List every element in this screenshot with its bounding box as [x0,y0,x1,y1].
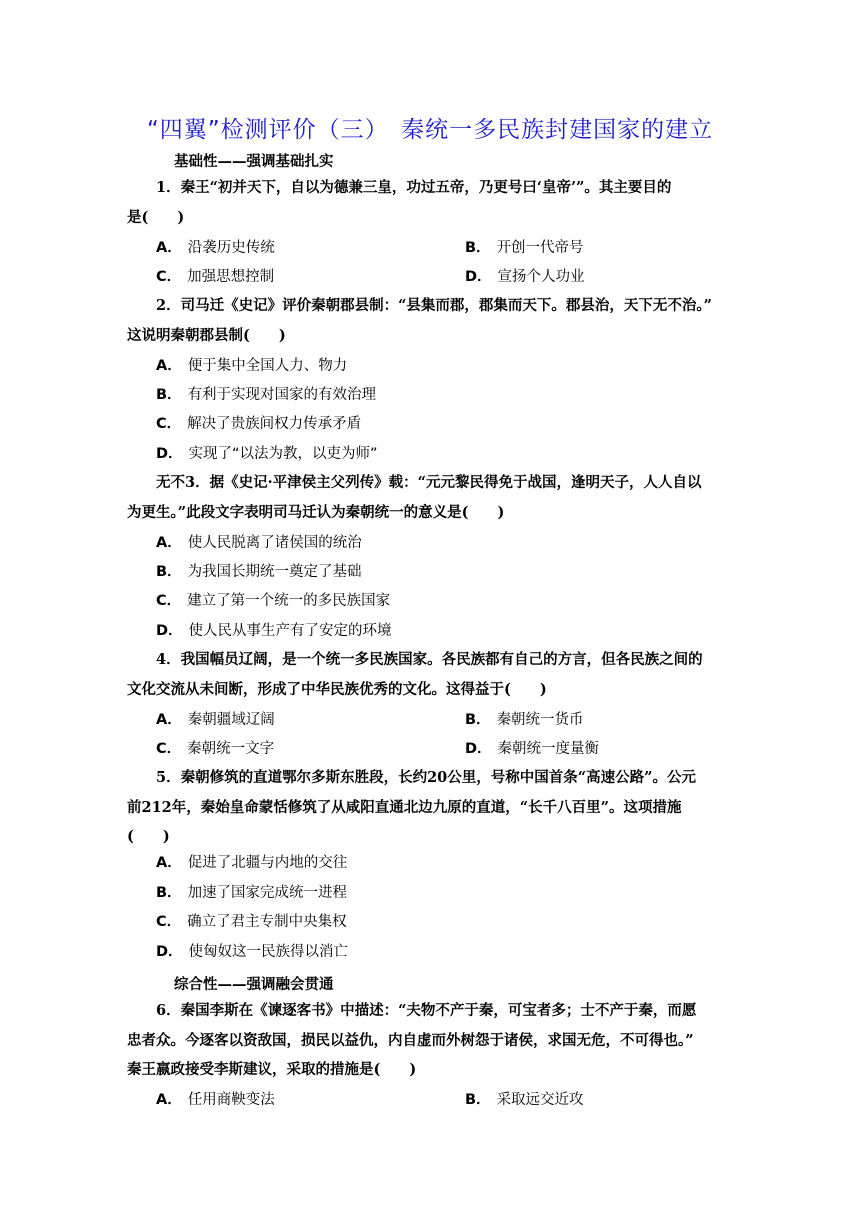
option-letter: B． [465,1092,491,1108]
option-text: 加速了国家完成统一进程 [187,885,348,901]
option-letter: A． [156,1092,182,1108]
question-2-option-a[interactable] [156,356,347,376]
option-letter: A． [156,240,182,256]
option-text: 促进了北疆与内地的交往 [187,855,348,871]
option-letter: A． [156,358,182,374]
option-letter: B． [465,240,491,256]
question-4-line-2: 文化交流从未间断，形成了中华民族优秀的文化。这得益于( ) [127,681,547,698]
option-text: 建立了第一个统一的多民族国家 [187,593,391,609]
question-6-line-2: 忠者众。今逐客以资敌国，损民以益仇，内自虚而外树怨于诸侯，求国无危，不可得也。” [127,1032,694,1049]
question-5-option-c[interactable] [156,912,347,932]
option-letter: A． [156,712,182,728]
question-5-line-1: 5．秦朝修筑的直道鄂尔多斯东胜段，长约20公里，号称中国首条“高速公路”。公元 [156,769,696,786]
option-text: 使匈奴这一民族得以消亡 [188,944,349,960]
section-heading-comprehensive: 综合性——强调融会贯通 [174,977,334,993]
option-letter: B． [156,387,182,403]
question-5-line-3: ( ) [127,828,170,845]
question-4-option-a[interactable] [156,710,275,730]
question-5-option-d[interactable] [156,942,348,962]
option-text: 为我国长期统一奠定了基础 [187,564,362,580]
question-4-option-b[interactable] [465,710,584,730]
option-text: 秦朝统一文字 [187,741,275,757]
question-3-line-2: 为更生。”此段文字表明司马迁认为秦朝统一的意义是( ) [127,504,505,521]
option-text: 加强思想控制 [187,269,275,285]
question-1-line-1: 1．秦王“初并天下，自以为德兼三皇，功过五帝，乃更号曰‘皇帝’”。其主要目的 [156,179,672,196]
option-letter: C． [156,741,182,757]
section-heading-basic: 基础性——强调基础扎实 [174,154,334,170]
question-6-option-a[interactable] [156,1090,275,1110]
question-4-option-d[interactable] [465,739,599,759]
question-4-line-1: 4．我国幅员辽阔，是一个统一多民族国家。各民族都有自己的方言，但各民族之间的 [156,651,703,668]
question-2-line-1: 2．司马迁《史记》评价秦朝郡县制：“县集而郡，郡集而天下。郡县治，天下无不治。” [156,297,713,314]
option-letter: D． [465,741,492,757]
question-5-option-a[interactable] [156,853,347,873]
option-letter: B． [156,564,182,580]
option-letter: A． [156,855,182,871]
option-letter: C． [156,269,182,285]
question-5-option-b[interactable] [156,883,347,903]
option-text: 实现了“以法为教，以吏为师” [188,446,378,462]
option-text: 秦朝统一货币 [496,712,584,728]
question-4-option-c[interactable] [156,739,274,759]
option-text: 有利于实现对国家的有效治理 [187,387,377,403]
question-2-line-2: 这说明秦朝郡县制( ) [127,327,286,344]
question-3-line-1: 无不3．据《史记·平津侯主父列传》载：“元元黎民得免于战国，逢明天子，人人自以 [156,474,702,491]
question-2-option-d[interactable] [156,444,378,464]
question-1-option-a[interactable] [156,238,275,258]
option-text: 宣扬个人功业 [497,269,585,285]
option-letter: B． [465,712,491,728]
question-1-line-2: 是( ) [127,209,185,226]
option-text: 任用商鞅变法 [187,1092,275,1108]
question-1-option-c[interactable] [156,267,274,287]
option-text: 确立了君主专制中央集权 [187,914,347,930]
option-text: 沿袭历史传统 [187,240,275,256]
question-6-line-1: 6．秦国李斯在《谏逐客书》中描述：“夫物不产于秦，可宝者多；士不产于秦，而愿 [156,1002,697,1019]
option-letter: D． [156,623,183,639]
question-3-option-b[interactable] [156,562,362,582]
question-3-option-d[interactable] [156,621,392,641]
question-5-line-2: 前212年，秦始皇命蒙恬修筑了从咸阳直通北边九原的直道，“长千八百里”。这项措施 [127,799,682,816]
option-letter: D． [465,269,492,285]
option-text: 秦朝疆域辽阔 [187,712,275,728]
question-6-option-b[interactable] [465,1090,584,1110]
question-3-option-c[interactable] [156,591,390,611]
page-title: “四翼”检测评价（三） 秦统一多民族封建国家的建立 [146,117,714,143]
question-2-option-b[interactable] [156,385,376,405]
option-letter: C． [156,593,182,609]
option-text: 秦朝统一度量衡 [497,741,600,757]
option-letter: C． [156,416,182,432]
question-1-option-b[interactable] [465,238,584,258]
question-1-option-d[interactable] [465,267,585,287]
option-letter: C． [156,914,182,930]
question-2-option-c[interactable] [156,414,361,434]
option-text: 开创一代帝号 [496,240,584,256]
option-letter: D． [156,944,183,960]
option-letter: D． [156,446,183,462]
option-letter: B． [156,885,182,901]
option-text: 解决了贵族间权力传承矛盾 [187,416,362,432]
option-text: 采取远交近攻 [496,1092,584,1108]
question-6-line-3: 秦王嬴政接受李斯建议，采取的措施是( ) [127,1061,417,1078]
option-text: 使人民脱离了诸侯国的统治 [187,535,362,551]
question-3-option-a[interactable] [156,533,362,553]
option-text: 使人民从事生产有了安定的环境 [188,623,392,639]
option-letter: A． [156,535,182,551]
option-text: 便于集中全国人力、物力 [187,358,348,374]
